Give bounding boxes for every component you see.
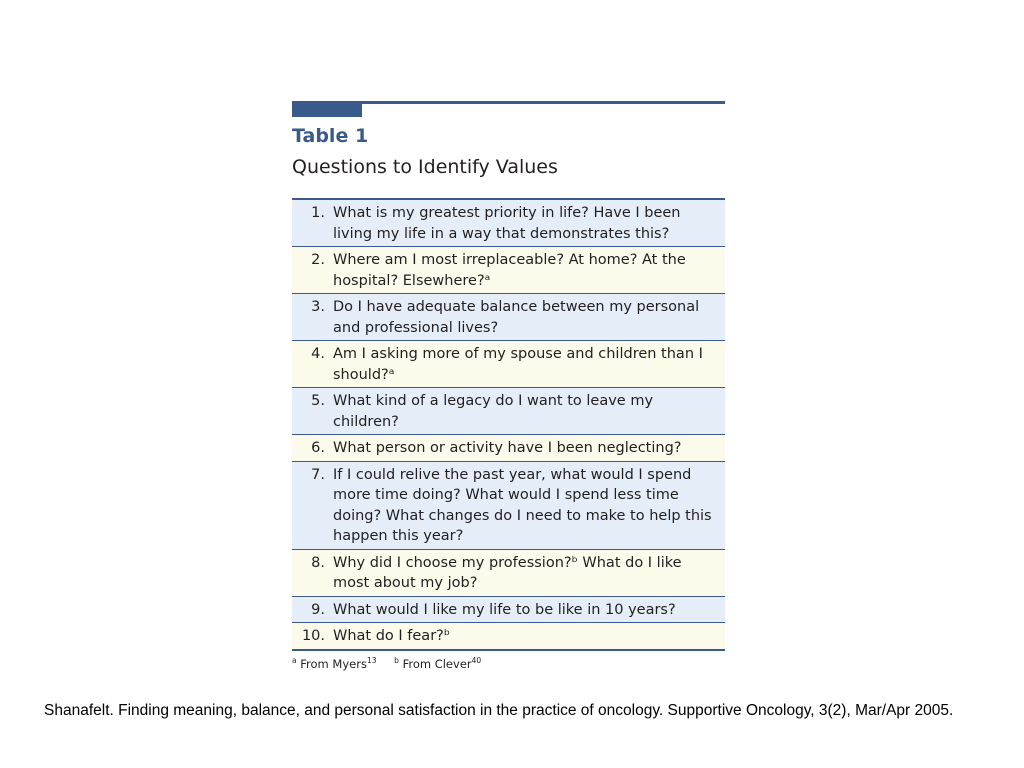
row-question: If I could relive the past year, what would I spend more time doing? What would I spend less time doing? What changes do I need to make to help this happen this year? [333, 466, 712, 544]
table-row [292, 461, 725, 549]
table-footnotes [292, 657, 725, 672]
row-question: What do I fear?ᵇ [333, 628, 451, 644]
row-question: What kind of a legacy do I want to leave my children? [333, 393, 654, 430]
table-top-rule [292, 101, 725, 117]
questions-table [292, 198, 725, 651]
table-row [292, 622, 725, 649]
row-number: 8. [311, 554, 325, 571]
row-number: 7. [311, 466, 325, 483]
row-number: 4. [311, 346, 325, 362]
row-question: What is my greatest priority in life? Have I been living my life in a way that demonstrates this? [333, 205, 681, 242]
footnote-a: $^a$ From Myers$^{13}$ [292, 656, 377, 672]
row-number: 5. [311, 393, 325, 409]
row-question: What person or activity have I been neglecting? [333, 440, 682, 456]
row-question: Am I asking more of my spouse and children than I should?ᵃ [333, 346, 703, 383]
table-row [292, 246, 725, 293]
table-label: Table 1 [292, 125, 369, 147]
table-figure [292, 101, 725, 671]
table-row [292, 387, 725, 434]
table-row [292, 596, 725, 623]
row-number: 6. [311, 440, 325, 456]
top-rule-tab [292, 101, 362, 117]
table-row [292, 434, 725, 461]
row-question: What would I like my life to be like in 10 years? [333, 601, 676, 618]
table-row [292, 340, 725, 387]
row-number: 1. [311, 205, 325, 221]
table-title: Questions to Identify Values [292, 156, 558, 178]
table-row [292, 293, 725, 340]
row-question: Why did I choose my profession?ᵇ What do I like most about my job? [333, 554, 682, 591]
table-row [292, 549, 725, 596]
row-question: Do I have adequate balance between my personal and professional lives? [333, 299, 700, 336]
row-number: 9. [311, 601, 325, 618]
footnote-b: $^b$ From Clever$^{40}$ [394, 656, 482, 672]
row-question: Where am I most irreplaceable? At home? At the hospital? Elsewhere?ᵃ [333, 252, 686, 289]
table-row [292, 200, 725, 246]
row-number: 2. [311, 252, 325, 268]
citation: Shanafelt. Finding meaning, balance, and personal satisfaction in the practice of oncology. Supportive Oncology, 3(2), Mar/Apr 2005. [44, 702, 954, 719]
row-number: 3. [311, 299, 325, 315]
row-number: 10. [301, 628, 325, 644]
